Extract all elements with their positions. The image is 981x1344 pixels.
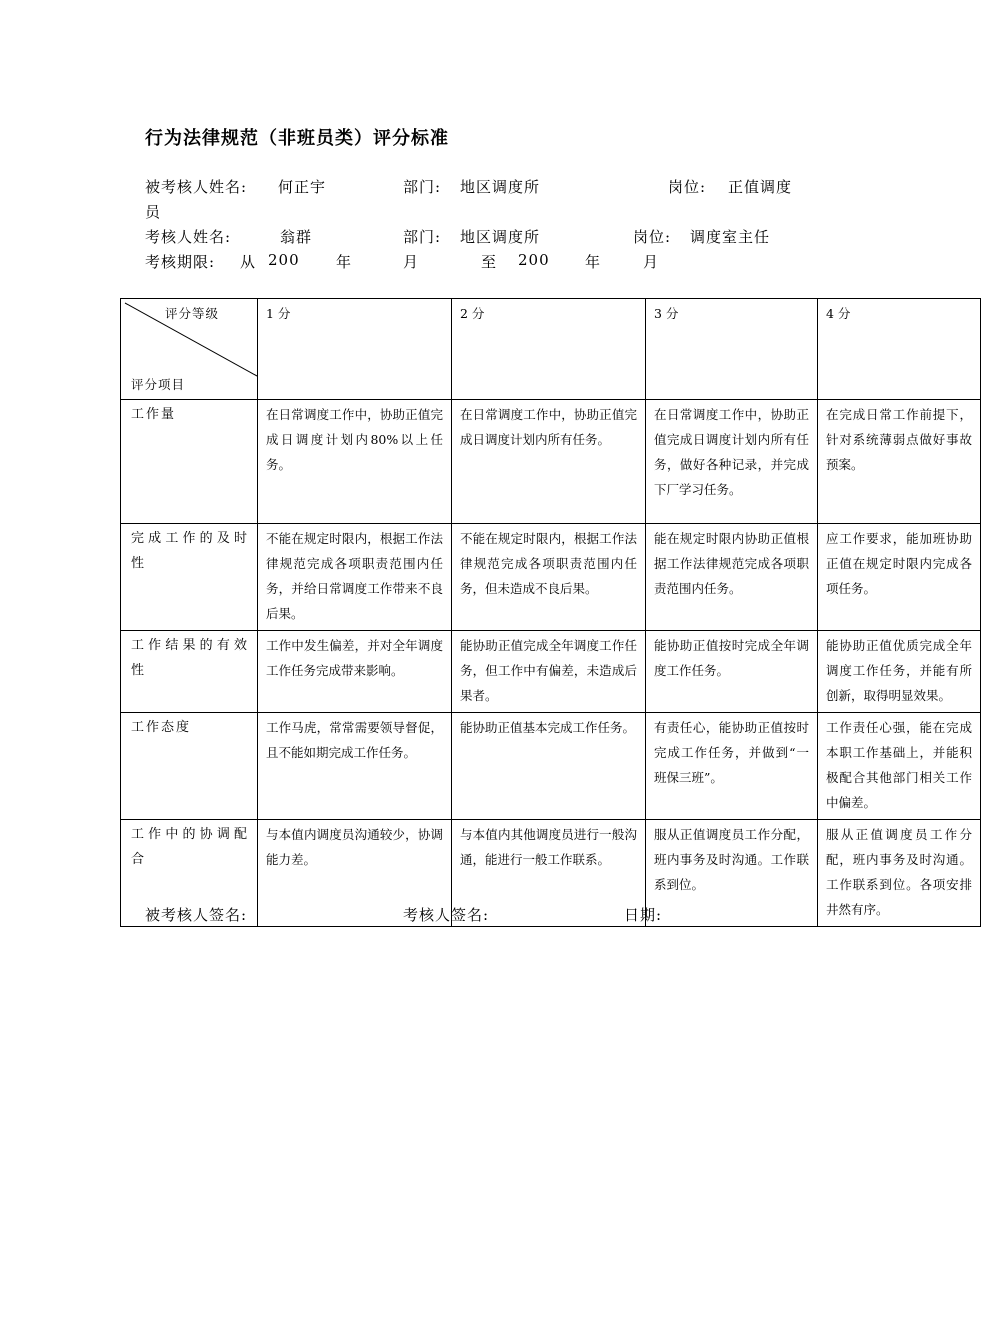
table-cell: 能协助正值基本完成工作任务。 [452,713,646,820]
period-year-unit2: 年 [585,253,602,271]
period-month-unit1: 月 [403,253,420,271]
post2-label: 岗位: [633,228,672,246]
period-year2: 200 [518,251,550,269]
post1-value-wrap: 员 [145,203,162,221]
assessee-signature-label: 被考核人签名: [145,906,248,924]
assessee-name-label: 被考核人姓名: [145,178,248,196]
table-cell: 在完成日常工作前提下，针对系统薄弱点做好事故预案。 [818,400,981,524]
post2-value: 调度室主任 [690,228,771,246]
table-cell: 不能在规定时限内，根据工作法律规范完成各项职责范围内任务，但未造成不良后果。 [452,524,646,631]
dept2-value: 地区调度所 [460,228,541,246]
date-label: 日期: [624,906,663,924]
level-header-3: 3 分 [646,299,818,400]
row-item: 完成工作的及时性 [121,524,258,631]
dept1-value: 地区调度所 [460,178,541,196]
table-row [121,713,981,820]
assessee-name: 何正宇 [278,178,327,196]
assessor-signature-label: 考核人签名: [403,906,490,924]
table-cell: 在日常调度工作中，协助正值完成日调度计划内所有任务，做好各种记录，并完成下厂学习任务。 [646,400,818,524]
table-cell: 有责任心，能协助正值按时完成工作任务，并做到“一班保三班”。 [646,713,818,820]
row-item: 工作量 [121,400,258,524]
table-cell: 工作责任心强，能在完成本职工作基础上，并能积极配合其他部门相关工作中偏差。 [818,713,981,820]
table-cell: 能协助正值完成全年调度工作任务，但工作中有偏差，未造成后果者。 [452,631,646,713]
table-cell: 与本值内其他调度员进行一般沟通，能进行一般工作联系。 [452,820,646,927]
dept1-label: 部门: [403,178,442,196]
table-cell: 工作中发生偏差，并对全年调度工作任务完成带来影响。 [258,631,452,713]
table-row [121,631,981,713]
assessor-name: 翁群 [280,228,313,246]
row-item: 工作结果的有效性 [121,631,258,713]
assessor-name-label: 考核人姓名: [145,228,232,246]
period-label: 考核期限: [145,253,216,271]
level-header-4: 4 分 [818,299,981,400]
table-row [121,524,981,631]
table-cell: 在日常调度工作中，协助正值完成日调度计划内80%以上任务。 [258,400,452,524]
table-cell: 工作马虎，常常需要领导督促，且不能如期完成工作任务。 [258,713,452,820]
period-from: 从 [240,253,257,271]
table-row [121,400,981,524]
post1-value: 正值调度 [728,178,793,196]
table-row [121,820,981,927]
period-month-unit2: 月 [643,253,660,271]
document-title: 行为法律规范（非班员类）评分标准 [145,128,449,149]
table-cell: 应工作要求，能加班协助正值在规定时限内完成各项任务。 [818,524,981,631]
row-item: 工作中的协调配合 [121,820,258,927]
header-grade-label: 评分等级 [164,306,219,321]
dept2-label: 部门: [403,228,442,246]
diagonal-header-cell [121,299,258,400]
table-cell: 能协助正值优质完成全年调度工作任务，并能有所创新，取得明显效果。 [818,631,981,713]
table-header-row [121,299,981,400]
table-cell: 与本值内调度员沟通较少，协调能力差。 [258,820,452,927]
table-cell: 服从正值调度员工作分配，班内事务及时沟通。工作联系到位。各项安排井然有序。 [818,820,981,927]
level-header-2: 2 分 [452,299,646,400]
post1-label: 岗位: [668,178,707,196]
row-item: 工作态度 [121,713,258,820]
period-year1: 200 [268,251,300,269]
period-year-unit1: 年 [336,253,353,271]
table-cell: 服从正值调度员工作分配，班内事务及时沟通。工作联系到位。 [646,820,818,927]
period-to: 至 [481,253,498,271]
table-cell: 不能在规定时限内，根据工作法律规范完成各项职责范围内任务，并给日常调度工作带来不良后果。 [258,524,452,631]
scoring-table [120,298,981,927]
table-cell: 在日常调度工作中，协助正值完成日调度计划内所有任务。 [452,400,646,524]
level-header-1: 1 分 [258,299,452,400]
table-cell: 能在规定时限内协助正值根据工作法律规范完成各项职责范围内任务。 [646,524,818,631]
header-item-label: 评分项目 [131,377,186,392]
table-cell: 能协助正值按时完成全年调度工作任务。 [646,631,818,713]
